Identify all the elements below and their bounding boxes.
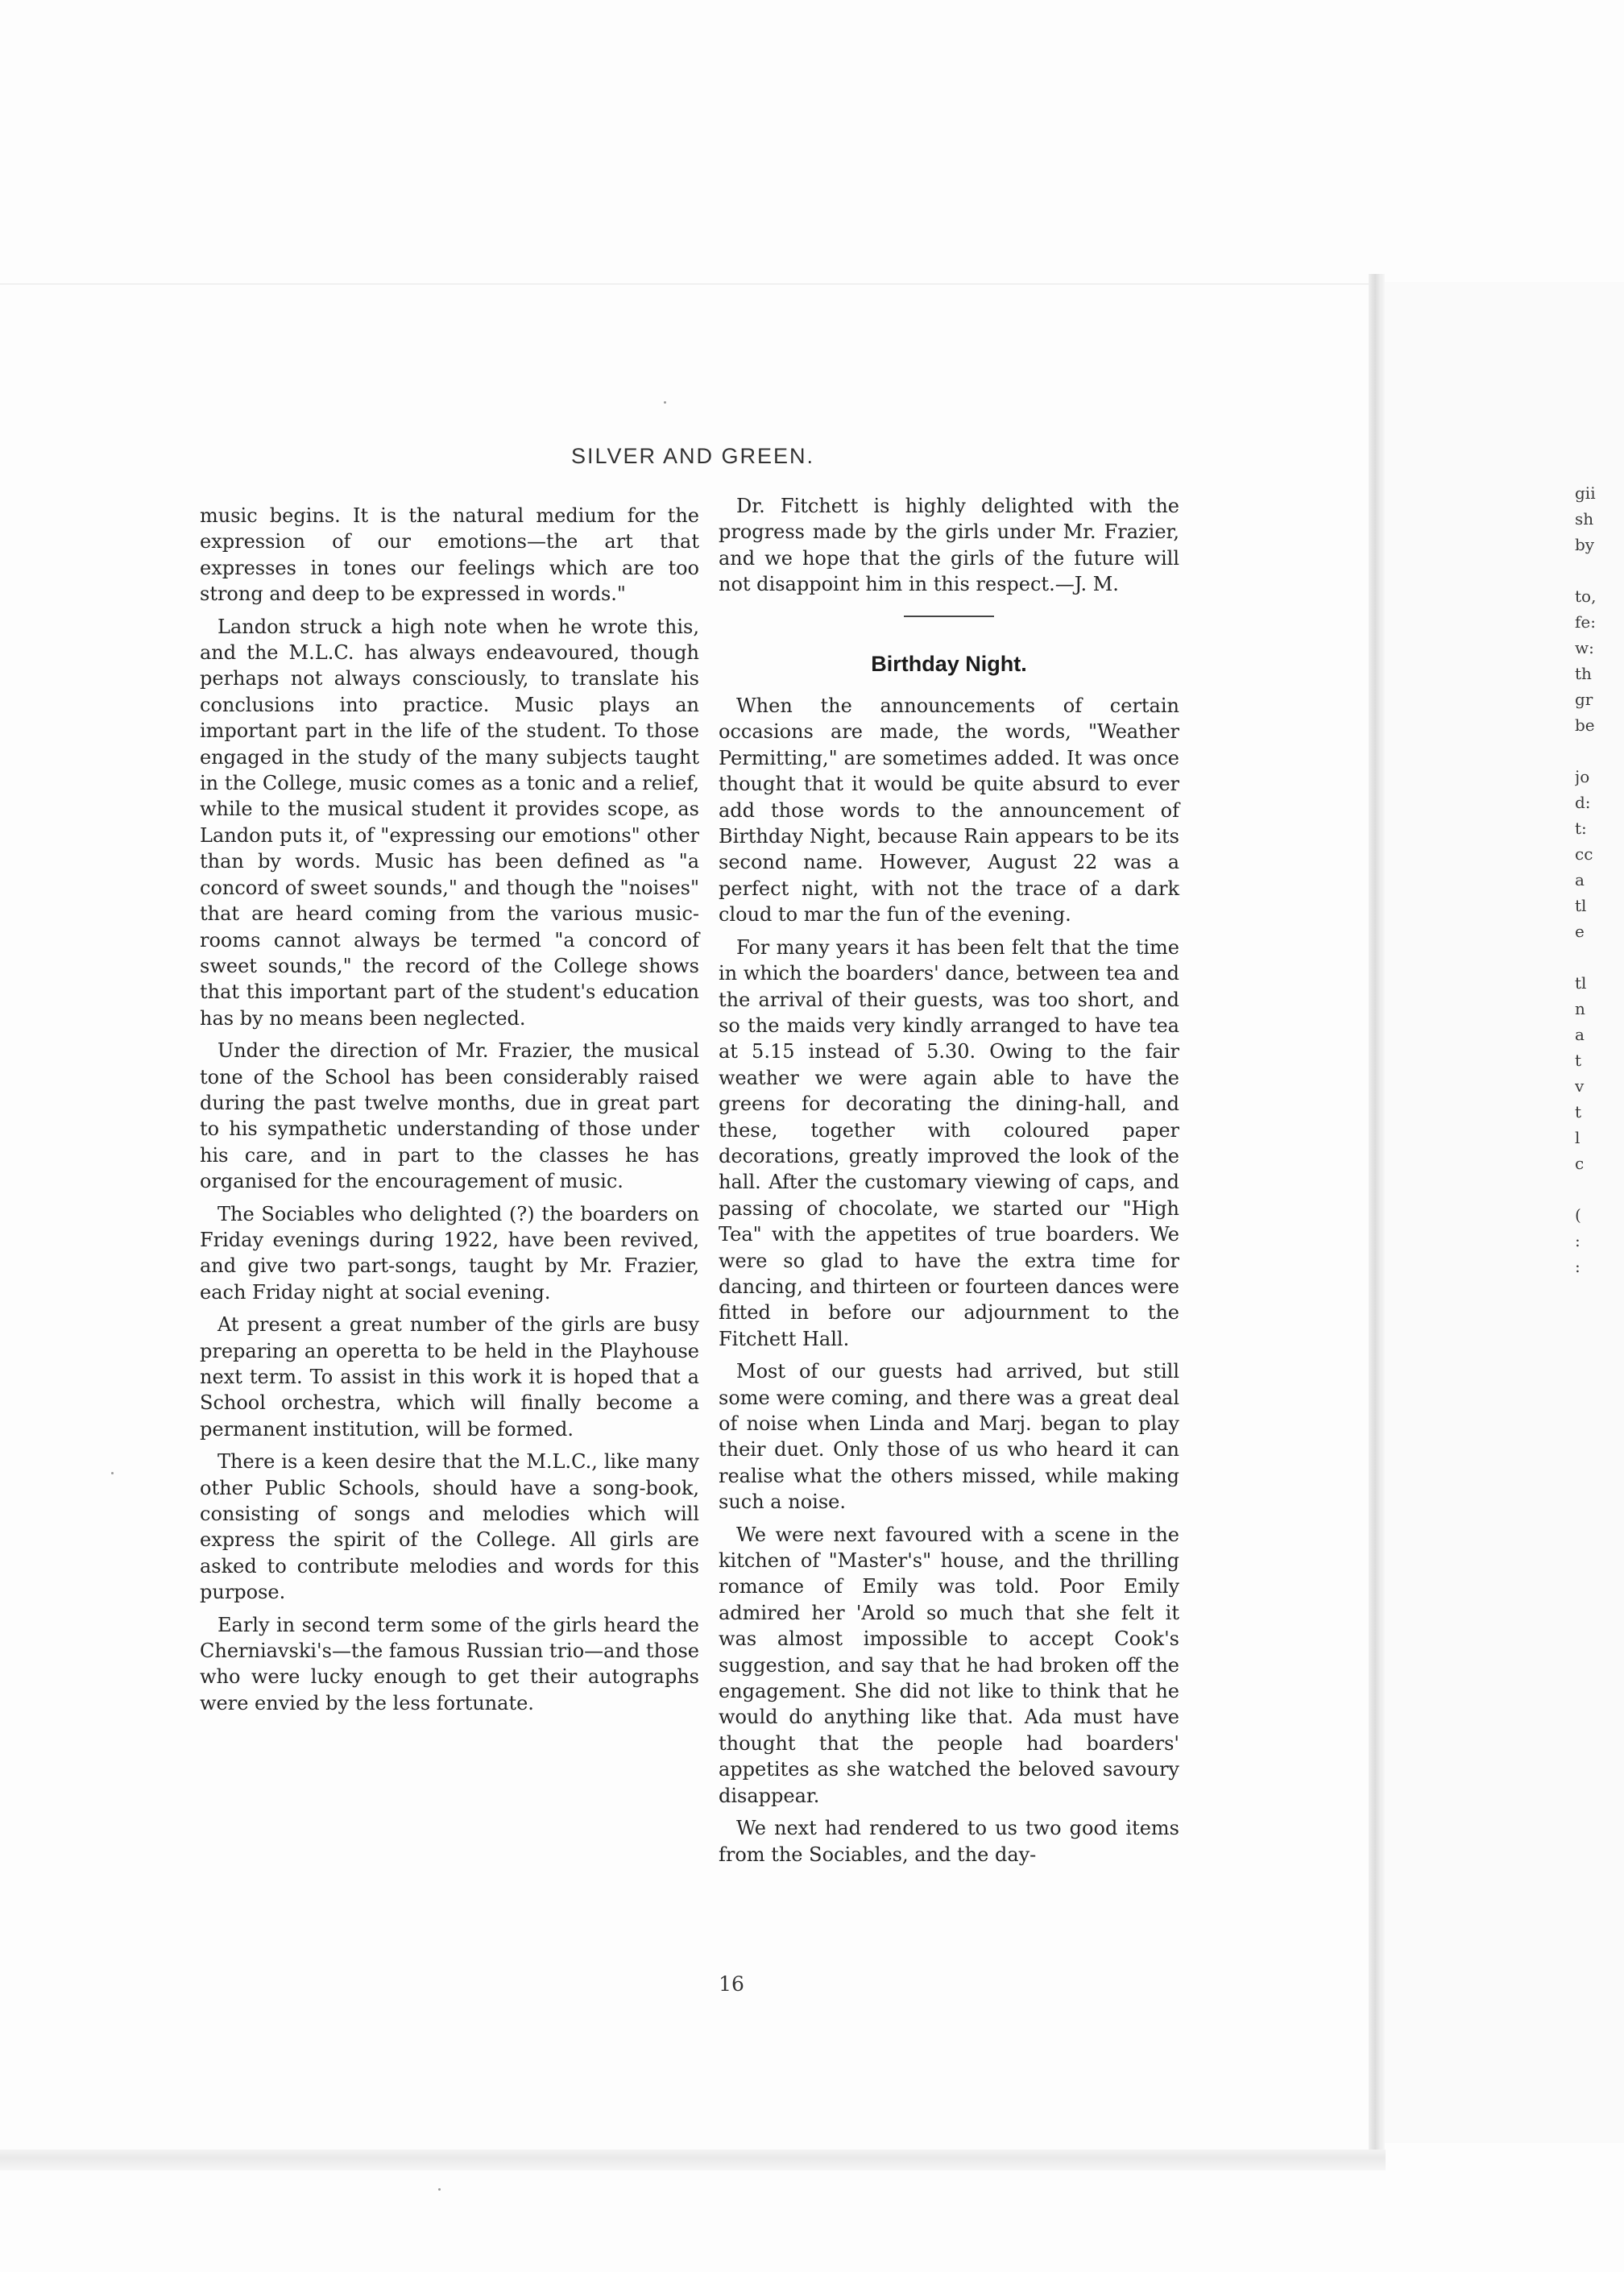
- paragraph: The Sociables who delighted (?) the boarders on Friday evenings during 1922, have been revived, and give two part-songs, taught by Mr. Frazier, each Friday night at social evening.: [200, 1202, 699, 1304]
- left-column: [200, 503, 699, 1716]
- paragraph: music begins. It is the natural medium for the expression of our emotions—the art that expresses in tones our feelings which are too strong and deep to be expressed in words.": [200, 504, 699, 606]
- page-number: 16: [719, 1972, 744, 1996]
- paragraph: Early in second term some of the girls heard the Cherniavski's—the famous Russian trio—and those who were lucky enough to get their autographs were envied by the less fortunate.: [200, 1613, 699, 1714]
- paragraph: We were next favoured with a scene in the kitchen of "Master's" house, and the thrilling romance of Emily was told. Poor Emily admired her 'Arold so much that she felt it was almost impossible to accept Cook's suggestion, and say that he had broken off the engagement. She did not like to think that he would do anything like that. Ada must have thought that the people had boarders' appetites as she watched the beloved savoury disappear.: [719, 1523, 1179, 1807]
- paragraph: When the announcements of certain occasions are made, the words, "Weather Permitting," are sometimes added. It was once thought that it would be quite absurd to ever add those words to the announcement of Birthday Night, because Rain appears to be its second name. However, August 22 was a perfect night, with not the trace of a dark cloud to mar the fun of the evening.: [719, 694, 1179, 927]
- paragraph: At present a great number of the girls are busy preparing an operetta to be held in the Playhouse next term. To assist in this work it is hoped that a School orchestra, which will finally become a permanent institution, will be formed.: [200, 1313, 699, 1441]
- scan-speck: [111, 1472, 114, 1474]
- facing-page-text-fragment: gii sh by to, fe: w: th gr be jo d: t: cc a tl e tl n a t v t l c ( : :: [1575, 483, 1597, 1276]
- paragraph: There is a keen desire that the M.L.C., like many other Public Schools, should have a song-book, consisting of songs and melodies which will express the spirit of the College. All girls are asked to contribute melodies and words for this purpose.: [200, 1450, 699, 1604]
- paragraph: Dr. Fitchett is highly delighted with the progress made by the girls under Mr. Frazier, and we hope that the girls of the future will not disappoint him in this respect.—J. M.: [719, 495, 1179, 596]
- paragraph: Most of our guests had arrived, but still some were coming, and there was a great deal of noise when Linda and Marj. began to play their duet. Only those of us who heard it can realise what the others missed, while making such a noise.: [719, 1360, 1179, 1514]
- scan-speck: [664, 401, 666, 404]
- paragraph: Landon struck a high note when he wrote this, and the M.L.C. has always endeavoured, though perhaps not always consciously, to translate his conclusions into practice. Music plays an important part in the life of the student. To those engaged in the study of the many subjects taught in the College, music comes as a tonic and a relief, while to the musical student it provides scope, as Landon puts it, of "expressing our emotions" other than by words. Music has been defined as "a concord of sweet sounds," and though the "noises" that are heard coming from the various music-rooms cannot always be termed "a concord of sweet sounds," the record of the College shows that this important part of the student's education has by no means been neglected.: [200, 615, 699, 1030]
- scan-speck: [438, 2188, 441, 2191]
- right-column: [719, 493, 1179, 1868]
- paragraph: For many years it has been felt that the time in which the boarders' dance, between tea and the arrival of their guests, was too short, and so the maids very kindly arranged to have tea at 5.15 instead of 5.30. Owing to the fair weather we were again able to have the greens for decorating the dining-hall, and these, together with coloured paper decorations, greatly improved the look of the hall. After the customary viewing of caps, and passing of chocolate, we started our "High Tea" with the appetites of true boarders. We were so glad to have the extra time for dancing, and thirteen or fourteen dances were fitted in before our adjournment to the Fitchett Hall.: [719, 935, 1179, 1350]
- paragraph: Under the direction of Mr. Frazier, the musical tone of the School has been considerably raised during the past twelve months, due in great part to his sympathetic understanding of those under his care, and in part to the classes he has organised for the encouragement of music.: [200, 1039, 699, 1193]
- section-divider: [904, 616, 994, 617]
- running-head: SILVER AND GREEN.: [570, 444, 815, 468]
- article-title: Birthday Night.: [871, 651, 1027, 676]
- page-fold-shadow: [1369, 274, 1385, 2151]
- scan-bottom-edge: [0, 2150, 1386, 2170]
- paragraph: We next had rendered to us two good items from the Sociables, and the day-: [719, 1817, 1179, 1866]
